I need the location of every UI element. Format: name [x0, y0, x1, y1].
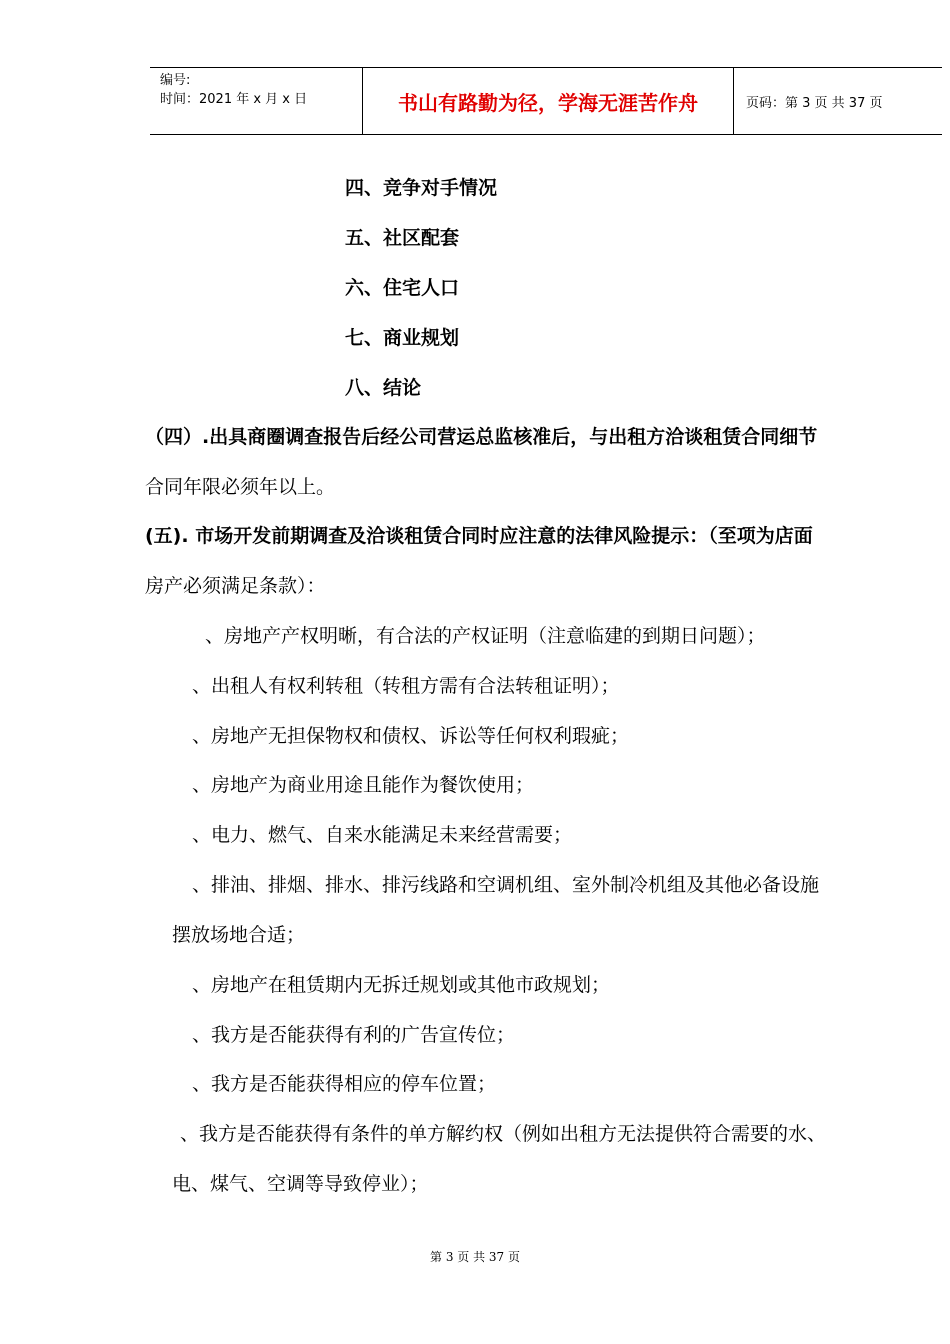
header-meta — [150, 68, 363, 135]
list-item: 、我方是否能获得相应的停车位置； — [192, 1073, 497, 1095]
para4-line2: 合同年限必须年以上。 — [145, 476, 336, 498]
header-page-info: 页码：第 3 页 共 37 页 — [734, 68, 943, 135]
list-item: 、我方是否能获得有利的广告宣传位； — [192, 1024, 516, 1046]
list-item-continuation: 电、煤气、空调等导致停业）； — [172, 1173, 429, 1195]
list-item: 、电力、燃气、自来水能满足未来经营需要； — [192, 824, 573, 846]
page-footer: 第 3 页 共 37 页 — [430, 1250, 520, 1264]
section-heading: 五、社区配套 — [345, 227, 460, 249]
header-time: 时间：2021 年 x 月 x 日 — [160, 92, 308, 107]
list-item: 、房地产在租赁期内无拆迁规划或其他市政规划； — [192, 974, 611, 996]
list-item: 、排油、排烟、排水、排污线路和空调机组、室外制冷机组及其他必备设施 — [192, 874, 820, 896]
list-item: 、出租人有权利转租（转租方需有合法转租证明）； — [192, 675, 620, 697]
section-heading: 六、住宅人口 — [345, 277, 460, 299]
para5-line1: (五). 市场开发前期调查及洽谈租赁合同时应注意的法律风险提示：（至项为店面 — [145, 525, 813, 547]
header-motto: 书山有路勤为径，学海无涯苦作舟 — [363, 68, 734, 135]
list-item-continuation: 摆放场地合适； — [172, 924, 306, 946]
para4-line1: （四）.出具商圈调查报告后经公司营运总监核准后，与出租方洽谈租赁合同细节 — [145, 426, 818, 448]
list-item: 、房地产无担保物权和债权、诉讼等任何权利瑕疵； — [192, 725, 630, 747]
section-heading: 七、商业规划 — [345, 327, 460, 349]
header-number: 编号: — [160, 73, 191, 88]
section-heading: 四、竞争对手情况 — [345, 177, 498, 199]
header-table — [150, 67, 942, 135]
list-item: 、房地产产权明晰，有合法的产权证明（注意临建的到期日问题）； — [205, 625, 766, 647]
list-item: 、房地产为商业用途且能作为餐饮使用； — [192, 774, 535, 796]
para5-line2: 房产必须满足条款）： — [145, 575, 326, 597]
section-heading: 八、结论 — [345, 377, 422, 399]
list-item: 、我方是否能获得有条件的单方解约权（例如出租方无法提供符合需要的水、 — [180, 1123, 827, 1145]
